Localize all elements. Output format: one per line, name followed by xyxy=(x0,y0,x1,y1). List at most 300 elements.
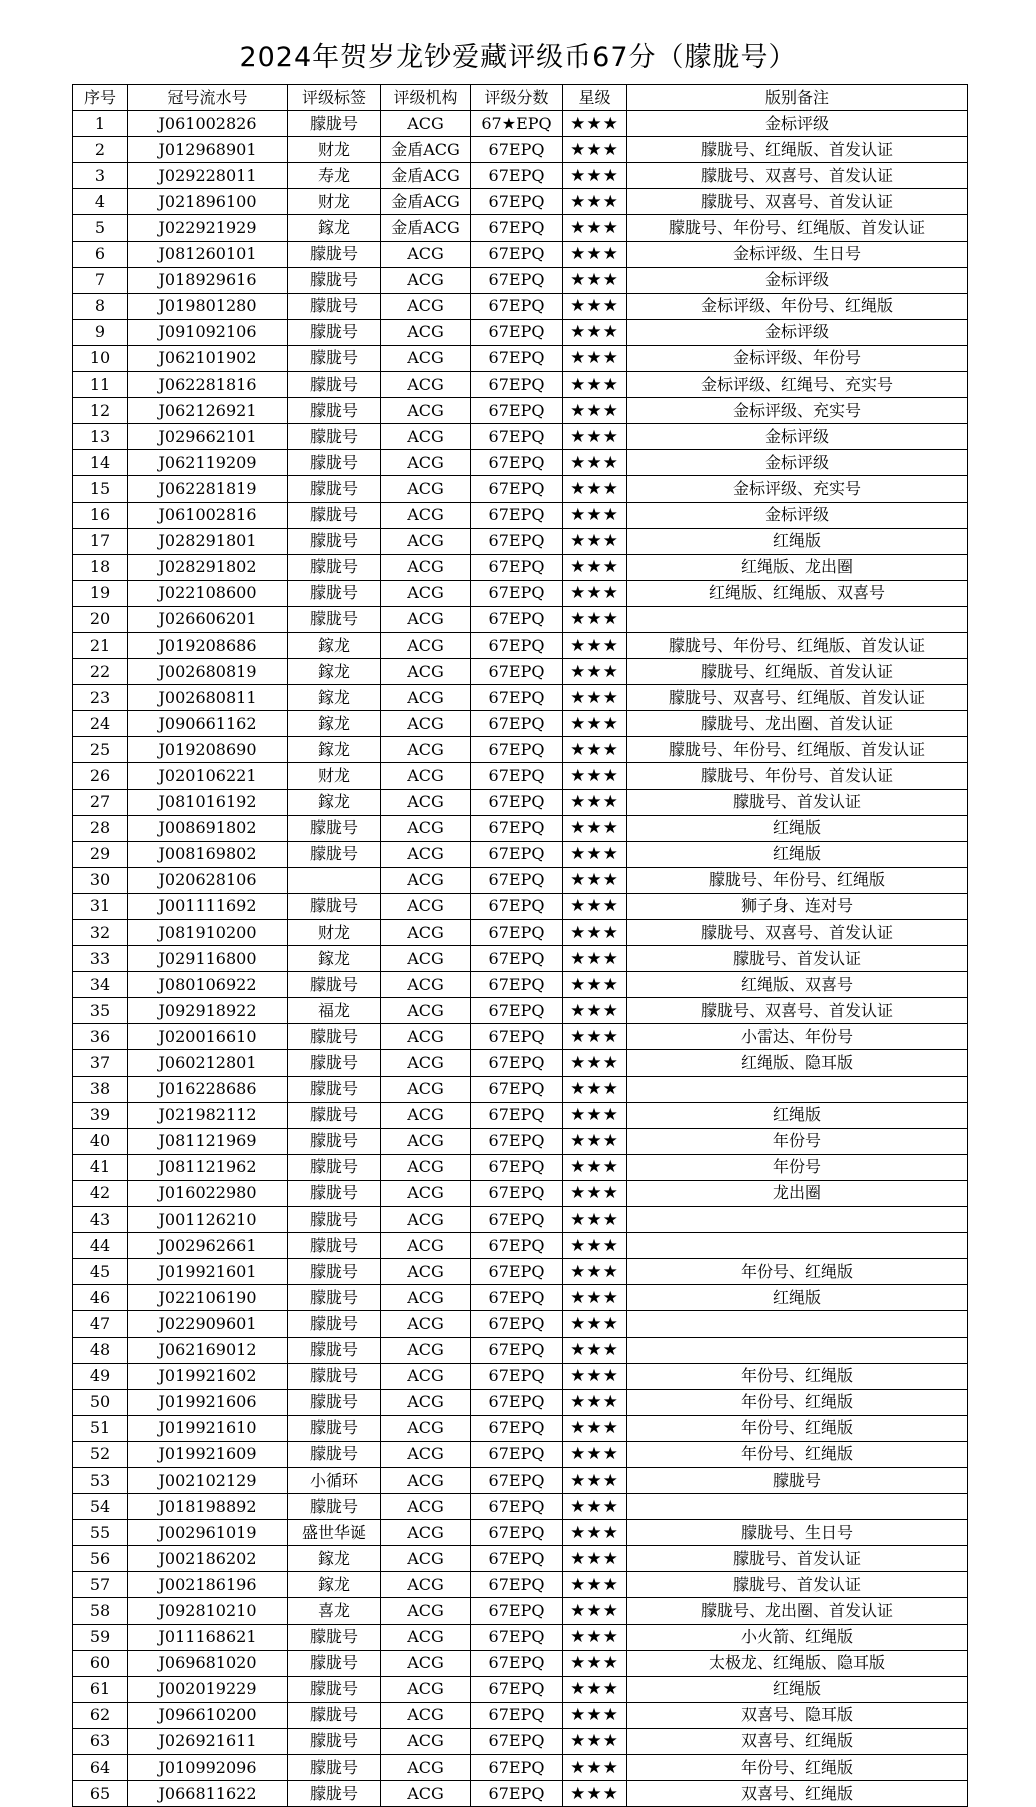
table-row xyxy=(73,1624,968,1650)
cell-notes: 狮子身、连对号 xyxy=(627,893,968,919)
cell-label: 寿龙 xyxy=(288,163,381,189)
table-row xyxy=(73,1728,968,1754)
cell-stars: ★★★ xyxy=(563,893,627,919)
cell-stars: ★★★ xyxy=(563,1728,627,1754)
cell-agency: ACG xyxy=(381,450,471,476)
cell-stars: ★★★ xyxy=(563,1024,627,1050)
cell-stars: ★★★ xyxy=(563,319,627,345)
cell-label: 鎵龙 xyxy=(288,215,381,241)
cell-notes: 红绳版、红绳版、双喜号 xyxy=(627,580,968,606)
cell-stars: ★★★ xyxy=(563,1676,627,1702)
cell-index: 25 xyxy=(73,737,128,763)
cell-stars: ★★★ xyxy=(563,1781,627,1807)
cell-serial: J020628106 xyxy=(128,867,288,893)
cell-label: 朦胧号 xyxy=(288,1755,381,1781)
table-row xyxy=(73,1024,968,1050)
page-title: 2024年贺岁龙钞爱藏评级币67分（朦胧号） xyxy=(239,42,797,73)
cell-label: 福龙 xyxy=(288,998,381,1024)
cell-agency: ACG xyxy=(381,946,471,972)
cell-notes: 年份号、红绳版 xyxy=(627,1441,968,1467)
table-body xyxy=(73,111,968,1807)
cell-agency: ACG xyxy=(381,424,471,450)
cell-stars: ★★★ xyxy=(563,685,627,711)
cell-index: 20 xyxy=(73,606,128,632)
cell-label: 朦胧号 xyxy=(288,1624,381,1650)
cell-score: 67EPQ xyxy=(471,293,563,319)
cell-notes: 朦胧号、红绳版、首发认证 xyxy=(627,659,968,685)
cell-notes: 金标评级、充实号 xyxy=(627,398,968,424)
table-row xyxy=(73,606,968,632)
cell-stars: ★★★ xyxy=(563,1363,627,1389)
cell-agency: ACG xyxy=(381,920,471,946)
cell-serial: J019921602 xyxy=(128,1363,288,1389)
table-row xyxy=(73,450,968,476)
cell-notes: 朦胧号、龙出圈、首发认证 xyxy=(627,1598,968,1624)
table-row xyxy=(73,1180,968,1206)
cell-serial: J028291802 xyxy=(128,554,288,580)
cell-index: 24 xyxy=(73,711,128,737)
cell-notes: 双喜号、隐耳版 xyxy=(627,1702,968,1728)
cell-serial: J021896100 xyxy=(128,189,288,215)
cell-notes: 金标评级 xyxy=(627,267,968,293)
cell-agency: ACG xyxy=(381,1259,471,1285)
cell-notes: 年份号、红绳版 xyxy=(627,1259,968,1285)
table-row xyxy=(73,1546,968,1572)
cell-index: 62 xyxy=(73,1702,128,1728)
table-row xyxy=(73,476,968,502)
cell-serial: J020016610 xyxy=(128,1024,288,1050)
cell-notes: 小火箭、红绳版 xyxy=(627,1624,968,1650)
table-row xyxy=(73,1702,968,1728)
cell-index: 26 xyxy=(73,763,128,789)
cell-agency: ACG xyxy=(381,1154,471,1180)
cell-notes: 金标评级 xyxy=(627,424,968,450)
cell-score: 67EPQ xyxy=(471,711,563,737)
cell-serial: J026921611 xyxy=(128,1728,288,1754)
cell-serial: J010992096 xyxy=(128,1755,288,1781)
cell-score: 67EPQ xyxy=(471,632,563,658)
cell-notes xyxy=(627,606,968,632)
cell-label: 鎵龙 xyxy=(288,1546,381,1572)
cell-agency: ACG xyxy=(381,554,471,580)
cell-label: 朦胧号 xyxy=(288,1441,381,1467)
cell-notes: 红绳版、龙出圈 xyxy=(627,554,968,580)
header-serial: 冠号流水号 xyxy=(128,85,288,111)
cell-agency: ACG xyxy=(381,815,471,841)
cell-label: 朦胧号 xyxy=(288,1337,381,1363)
cell-index: 5 xyxy=(73,215,128,241)
header-stars: 星级 xyxy=(563,85,627,111)
cell-label: 朦胧号 xyxy=(288,528,381,554)
cell-stars: ★★★ xyxy=(563,711,627,737)
cell-serial: J001126210 xyxy=(128,1207,288,1233)
cell-label: 朦胧号 xyxy=(288,893,381,919)
cell-notes: 龙出圈 xyxy=(627,1180,968,1206)
cell-notes: 朦胧号、双喜号、首发认证 xyxy=(627,998,968,1024)
cell-score: 67EPQ xyxy=(471,1024,563,1050)
cell-label xyxy=(288,867,381,893)
cell-index: 64 xyxy=(73,1755,128,1781)
cell-serial: J008169802 xyxy=(128,841,288,867)
table-row xyxy=(73,998,968,1024)
cell-agency: ACG xyxy=(381,398,471,424)
table-row xyxy=(73,632,968,658)
cell-score: 67EPQ xyxy=(471,476,563,502)
cell-index: 59 xyxy=(73,1624,128,1650)
cell-label: 朦胧号 xyxy=(288,502,381,528)
cell-agency: ACG xyxy=(381,1572,471,1598)
cell-index: 56 xyxy=(73,1546,128,1572)
cell-agency: 金盾ACG xyxy=(381,163,471,189)
cell-agency: ACG xyxy=(381,1676,471,1702)
cell-stars: ★★★ xyxy=(563,1076,627,1102)
cell-score: 67EPQ xyxy=(471,1076,563,1102)
cell-serial: J002186196 xyxy=(128,1572,288,1598)
cell-agency: ACG xyxy=(381,1546,471,1572)
cell-agency: ACG xyxy=(381,1337,471,1363)
cell-stars: ★★★ xyxy=(563,1650,627,1676)
cell-notes: 朦胧号、年份号、红绳版、首发认证 xyxy=(627,737,968,763)
cell-serial: J062101902 xyxy=(128,345,288,371)
cell-stars: ★★★ xyxy=(563,241,627,267)
cell-notes: 朦胧号、龙出圈、首发认证 xyxy=(627,711,968,737)
cell-serial: J081016192 xyxy=(128,789,288,815)
cell-serial: J002680819 xyxy=(128,659,288,685)
cell-label: 鎵龙 xyxy=(288,711,381,737)
cell-notes: 红绳版 xyxy=(627,1285,968,1311)
cell-label: 朦胧号 xyxy=(288,1128,381,1154)
cell-label: 朦胧号 xyxy=(288,476,381,502)
cell-notes: 朦胧号、生日号 xyxy=(627,1520,968,1546)
cell-agency: ACG xyxy=(381,267,471,293)
cell-score: 67EPQ xyxy=(471,1337,563,1363)
table-row xyxy=(73,867,968,893)
cell-score: 67EPQ xyxy=(471,920,563,946)
grading-table xyxy=(72,84,968,1807)
cell-stars: ★★★ xyxy=(563,1702,627,1728)
cell-score: 67EPQ xyxy=(471,737,563,763)
cell-score: 67EPQ xyxy=(471,189,563,215)
cell-serial: J092810210 xyxy=(128,1598,288,1624)
cell-label: 朦胧号 xyxy=(288,1781,381,1807)
cell-serial: J002962661 xyxy=(128,1233,288,1259)
cell-agency: ACG xyxy=(381,1311,471,1337)
cell-serial: J022106190 xyxy=(128,1285,288,1311)
cell-stars: ★★★ xyxy=(563,1154,627,1180)
cell-index: 54 xyxy=(73,1494,128,1520)
cell-label: 朦胧号 xyxy=(288,972,381,998)
cell-stars: ★★★ xyxy=(563,1572,627,1598)
cell-index: 17 xyxy=(73,528,128,554)
cell-label: 鎵龙 xyxy=(288,946,381,972)
cell-score: 67EPQ xyxy=(471,998,563,1024)
cell-notes: 红绳版、隐耳版 xyxy=(627,1050,968,1076)
cell-stars: ★★★ xyxy=(563,502,627,528)
cell-notes: 年份号 xyxy=(627,1128,968,1154)
cell-label: 鎵龙 xyxy=(288,1572,381,1598)
cell-serial: J022108600 xyxy=(128,580,288,606)
header-score: 评级分数 xyxy=(471,85,563,111)
cell-agency: ACG xyxy=(381,1285,471,1311)
table-row xyxy=(73,972,968,998)
table-row xyxy=(73,1650,968,1676)
cell-score: 67EPQ xyxy=(471,1676,563,1702)
cell-notes: 红绳版 xyxy=(627,841,968,867)
cell-stars: ★★★ xyxy=(563,659,627,685)
table-row xyxy=(73,920,968,946)
cell-stars: ★★★ xyxy=(563,554,627,580)
cell-serial: J019921610 xyxy=(128,1415,288,1441)
cell-index: 37 xyxy=(73,1050,128,1076)
cell-notes: 朦胧号 xyxy=(627,1467,968,1493)
cell-label: 朦胧号 xyxy=(288,1050,381,1076)
cell-index: 65 xyxy=(73,1781,128,1807)
cell-notes xyxy=(627,1494,968,1520)
cell-index: 36 xyxy=(73,1024,128,1050)
cell-stars: ★★★ xyxy=(563,450,627,476)
cell-score: 67EPQ xyxy=(471,606,563,632)
cell-serial: J026606201 xyxy=(128,606,288,632)
cell-label: 朦胧号 xyxy=(288,1024,381,1050)
cell-index: 14 xyxy=(73,450,128,476)
cell-score: 67EPQ xyxy=(471,1598,563,1624)
cell-score: 67EPQ xyxy=(471,398,563,424)
cell-serial: J001111692 xyxy=(128,893,288,919)
cell-serial: J019208686 xyxy=(128,632,288,658)
cell-score: 67EPQ xyxy=(471,1781,563,1807)
cell-index: 1 xyxy=(73,111,128,137)
table-row xyxy=(73,789,968,815)
cell-label: 财龙 xyxy=(288,137,381,163)
table-row xyxy=(73,841,968,867)
cell-score: 67EPQ xyxy=(471,137,563,163)
cell-agency: ACG xyxy=(381,1076,471,1102)
cell-score: 67EPQ xyxy=(471,1311,563,1337)
cell-notes: 朦胧号、首发认证 xyxy=(627,1572,968,1598)
cell-label: 朦胧号 xyxy=(288,1494,381,1520)
cell-index: 31 xyxy=(73,893,128,919)
cell-label: 财龙 xyxy=(288,920,381,946)
cell-score: 67EPQ xyxy=(471,1755,563,1781)
cell-index: 13 xyxy=(73,424,128,450)
cell-index: 43 xyxy=(73,1207,128,1233)
table-row xyxy=(73,1467,968,1493)
cell-serial: J018198892 xyxy=(128,1494,288,1520)
cell-agency: ACG xyxy=(381,1598,471,1624)
cell-label: 朦胧号 xyxy=(288,1285,381,1311)
cell-agency: ACG xyxy=(381,867,471,893)
cell-stars: ★★★ xyxy=(563,998,627,1024)
cell-score: 67EPQ xyxy=(471,972,563,998)
table-row xyxy=(73,580,968,606)
table-row xyxy=(73,398,968,424)
cell-serial: J022921929 xyxy=(128,215,288,241)
cell-notes: 朦胧号、年份号、红绳版 xyxy=(627,867,968,893)
cell-agency: ACG xyxy=(381,293,471,319)
cell-serial: J062281816 xyxy=(128,372,288,398)
cell-serial: J090661162 xyxy=(128,711,288,737)
table-row xyxy=(73,893,968,919)
cell-stars: ★★★ xyxy=(563,1624,627,1650)
cell-index: 27 xyxy=(73,789,128,815)
table-row xyxy=(73,711,968,737)
cell-stars: ★★★ xyxy=(563,476,627,502)
cell-agency: ACG xyxy=(381,111,471,137)
cell-label: 朦胧号 xyxy=(288,450,381,476)
cell-stars: ★★★ xyxy=(563,841,627,867)
cell-score: 67EPQ xyxy=(471,528,563,554)
cell-notes: 朦胧号、双喜号、红绳版、首发认证 xyxy=(627,685,968,711)
table-row xyxy=(73,1572,968,1598)
cell-agency: ACG xyxy=(381,763,471,789)
cell-stars: ★★★ xyxy=(563,424,627,450)
cell-agency: ACG xyxy=(381,372,471,398)
cell-agency: ACG xyxy=(381,1520,471,1546)
cell-stars: ★★★ xyxy=(563,1233,627,1259)
cell-score: 67EPQ xyxy=(471,867,563,893)
cell-stars: ★★★ xyxy=(563,1415,627,1441)
cell-notes: 朦胧号、首发认证 xyxy=(627,789,968,815)
cell-score: 67EPQ xyxy=(471,1520,563,1546)
cell-stars: ★★★ xyxy=(563,267,627,293)
cell-agency: ACG xyxy=(381,319,471,345)
cell-label: 朦胧号 xyxy=(288,241,381,267)
cell-index: 32 xyxy=(73,920,128,946)
cell-label: 朦胧号 xyxy=(288,1728,381,1754)
cell-index: 11 xyxy=(73,372,128,398)
cell-serial: J008691802 xyxy=(128,815,288,841)
cell-label: 朦胧号 xyxy=(288,267,381,293)
cell-score: 67EPQ xyxy=(471,841,563,867)
cell-serial: J019801280 xyxy=(128,293,288,319)
cell-serial: J081260101 xyxy=(128,241,288,267)
cell-stars: ★★★ xyxy=(563,1180,627,1206)
cell-score: 67EPQ xyxy=(471,1494,563,1520)
cell-index: 55 xyxy=(73,1520,128,1546)
cell-notes: 朦胧号、年份号、首发认证 xyxy=(627,763,968,789)
cell-serial: J019921609 xyxy=(128,1441,288,1467)
cell-label: 小循环 xyxy=(288,1467,381,1493)
cell-notes: 金标评级 xyxy=(627,111,968,137)
cell-agency: ACG xyxy=(381,502,471,528)
cell-agency: ACG xyxy=(381,972,471,998)
table-row xyxy=(73,319,968,345)
table-row xyxy=(73,763,968,789)
cell-agency: ACG xyxy=(381,1415,471,1441)
table-row xyxy=(73,241,968,267)
cell-serial: J081121962 xyxy=(128,1154,288,1180)
cell-score: 67EPQ xyxy=(471,372,563,398)
cell-score: 67EPQ xyxy=(471,1207,563,1233)
cell-notes xyxy=(627,1076,968,1102)
cell-agency: ACG xyxy=(381,345,471,371)
cell-stars: ★★★ xyxy=(563,1207,627,1233)
table-row xyxy=(73,946,968,972)
cell-serial: J029662101 xyxy=(128,424,288,450)
cell-stars: ★★★ xyxy=(563,1389,627,1415)
cell-serial: J060212801 xyxy=(128,1050,288,1076)
table-row xyxy=(73,1207,968,1233)
table-row xyxy=(73,372,968,398)
cell-stars: ★★★ xyxy=(563,1050,627,1076)
cell-score: 67EPQ xyxy=(471,580,563,606)
cell-score: 67EPQ xyxy=(471,267,563,293)
cell-agency: ACG xyxy=(381,1650,471,1676)
cell-stars: ★★★ xyxy=(563,137,627,163)
cell-index: 38 xyxy=(73,1076,128,1102)
cell-index: 63 xyxy=(73,1728,128,1754)
cell-stars: ★★★ xyxy=(563,1102,627,1128)
cell-stars: ★★★ xyxy=(563,1441,627,1467)
table-row xyxy=(73,1285,968,1311)
table-row xyxy=(73,1154,968,1180)
header-index: 序号 xyxy=(73,85,128,111)
cell-score: 67EPQ xyxy=(471,893,563,919)
cell-agency: ACG xyxy=(381,1441,471,1467)
cell-index: 12 xyxy=(73,398,128,424)
cell-label: 朦胧号 xyxy=(288,1311,381,1337)
cell-stars: ★★★ xyxy=(563,528,627,554)
cell-label: 朦胧号 xyxy=(288,1259,381,1285)
cell-index: 41 xyxy=(73,1154,128,1180)
table-row xyxy=(73,189,968,215)
cell-score: 67EPQ xyxy=(471,1285,563,1311)
cell-agency: ACG xyxy=(381,659,471,685)
cell-agency: ACG xyxy=(381,1128,471,1154)
cell-index: 40 xyxy=(73,1128,128,1154)
cell-serial: J019921601 xyxy=(128,1259,288,1285)
cell-agency: ACG xyxy=(381,789,471,815)
cell-serial: J018929616 xyxy=(128,267,288,293)
cell-index: 7 xyxy=(73,267,128,293)
cell-label: 朦胧号 xyxy=(288,398,381,424)
cell-serial: J062281819 xyxy=(128,476,288,502)
table-row xyxy=(73,1128,968,1154)
cell-score: 67★EPQ xyxy=(471,111,563,137)
table-row xyxy=(73,1389,968,1415)
cell-label: 朦胧号 xyxy=(288,1233,381,1259)
cell-notes: 金标评级 xyxy=(627,502,968,528)
cell-index: 3 xyxy=(73,163,128,189)
cell-serial: J062126921 xyxy=(128,398,288,424)
table-row xyxy=(73,1598,968,1624)
cell-stars: ★★★ xyxy=(563,1128,627,1154)
cell-agency: ACG xyxy=(381,1363,471,1389)
cell-notes: 年份号、红绳版 xyxy=(627,1363,968,1389)
cell-stars: ★★★ xyxy=(563,111,627,137)
cell-stars: ★★★ xyxy=(563,1520,627,1546)
cell-agency: ACG xyxy=(381,1233,471,1259)
cell-stars: ★★★ xyxy=(563,789,627,815)
cell-index: 19 xyxy=(73,580,128,606)
cell-index: 9 xyxy=(73,319,128,345)
cell-index: 47 xyxy=(73,1311,128,1337)
cell-agency: ACG xyxy=(381,737,471,763)
cell-notes: 太极龙、红绳版、隐耳版 xyxy=(627,1650,968,1676)
cell-notes: 朦胧号、年份号、红绳版、首发认证 xyxy=(627,632,968,658)
cell-score: 67EPQ xyxy=(471,1728,563,1754)
cell-label: 朦胧号 xyxy=(288,815,381,841)
cell-stars: ★★★ xyxy=(563,1598,627,1624)
cell-label: 鎵龙 xyxy=(288,737,381,763)
cell-serial: J021982112 xyxy=(128,1102,288,1128)
cell-label: 朦胧号 xyxy=(288,1676,381,1702)
cell-notes: 金标评级、充实号 xyxy=(627,476,968,502)
cell-index: 57 xyxy=(73,1572,128,1598)
cell-score: 67EPQ xyxy=(471,1154,563,1180)
table-row xyxy=(73,137,968,163)
cell-label: 鎵龙 xyxy=(288,632,381,658)
